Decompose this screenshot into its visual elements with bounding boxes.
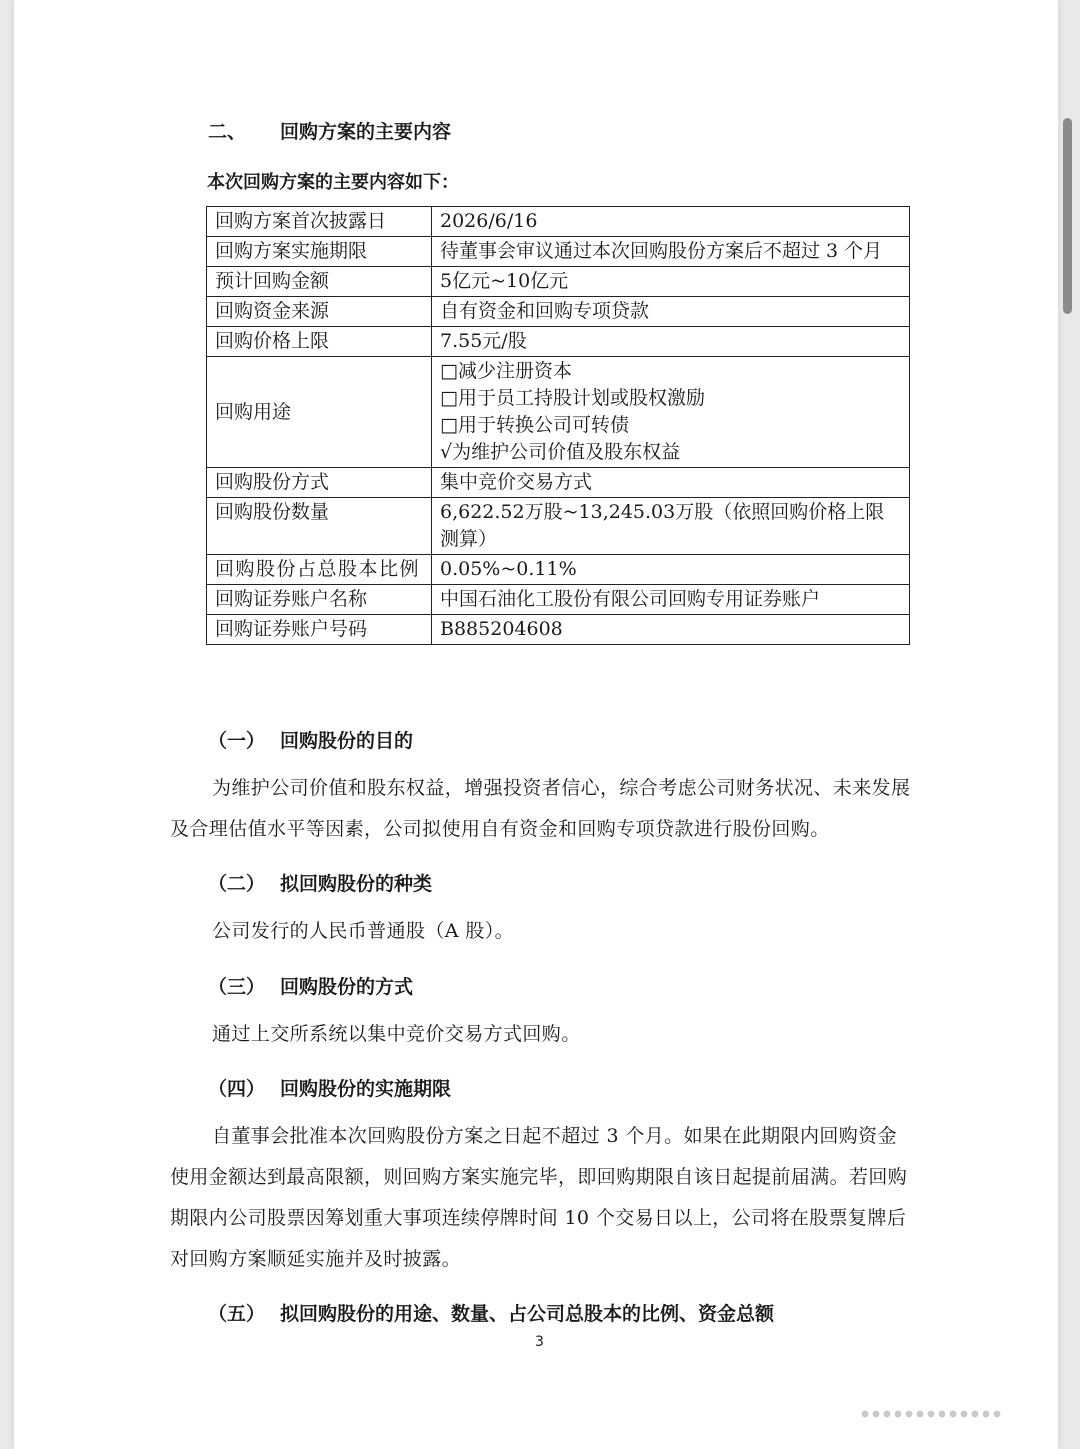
subsection-number: （二） [208, 873, 266, 895]
section-number: 二、 [208, 121, 247, 143]
paragraph: 公司发行的人民币普通股（A 股）。 [212, 920, 515, 942]
table-row [207, 585, 910, 615]
table-row [207, 555, 910, 585]
row-value: B885204608 [432, 615, 910, 645]
table-row [207, 207, 910, 237]
table-row [207, 615, 910, 645]
page-number: 3 [535, 1334, 544, 1350]
row-key: 回购方案首次披露日 [207, 207, 432, 237]
table-row [207, 468, 910, 498]
row-value: 自有资金和回购专项贷款 [432, 297, 910, 327]
row-key: 回购证券账户号码 [207, 615, 432, 645]
paragraph: 自董事会批准本次回购股份方案之日起不超过 3 个月。如果在此期限内回购资金使用金额达到最高限额，则回购方案实施完毕，即回购期限自该日起提前届满。若回购期限内公司股票因筹划重大事项连续停牌时间 10 个交易日以上，公司将在股票复牌后对回购方案顺延实施并及时披露。 [170, 1125, 908, 1270]
subsection-title: 回购股份的方式 [280, 976, 414, 998]
section-title: 回购方案的主要内容 [280, 121, 452, 143]
subsection-number: （三） [208, 976, 266, 998]
purpose-options [432, 357, 910, 468]
row-key: 预计回购金额 [207, 267, 432, 297]
row-value: 集中竞价交易方式 [432, 468, 910, 498]
row-key: 回购证券账户名称 [207, 585, 432, 615]
subsection-title: 拟回购股份的种类 [280, 873, 433, 895]
row-key: 回购股份方式 [207, 468, 432, 498]
subsection-title: 回购股份的实施期限 [280, 1078, 452, 1100]
row-value: 7.55元/股 [432, 327, 910, 357]
table-intro: 本次回购方案的主要内容如下： [207, 172, 459, 193]
table-row [207, 297, 910, 327]
subsection-number: （四） [208, 1078, 266, 1100]
purpose-option: □用于员工持股计划或股权激励 [440, 387, 705, 409]
subsection-number: （五） [208, 1303, 266, 1325]
table-row [207, 267, 910, 297]
row-key: 回购资金来源 [207, 297, 432, 327]
purpose-option: □用于转换公司可转债 [440, 414, 629, 436]
row-value: 6,622.52万股~13,245.03万股（依照回购价格上限测算） [432, 498, 910, 555]
row-value: 待董事会审议通过本次回购股份方案后不超过 3 个月 [432, 237, 910, 267]
paragraph: 为维护公司价值和股东权益，增强投资者信心，综合考虑公司财务状况、未来发展及合理估值水平等因素，公司拟使用自有资金和回购专项贷款进行股份回购。 [170, 777, 911, 840]
row-value: 5亿元~10亿元 [432, 267, 910, 297]
subsection-number: （一） [208, 730, 266, 752]
row-key: 回购方案实施期限 [207, 237, 432, 267]
row-value: 中国石油化工股份有限公司回购专用证券账户 [432, 585, 910, 615]
paragraph: 通过上交所系统以集中竞价交易方式回购。 [212, 1023, 581, 1045]
table-row [207, 327, 910, 357]
row-key: 回购价格上限 [207, 327, 432, 357]
subsection-title: 拟回购股份的用途、数量、占公司总股本的比例、资金总额 [280, 1303, 775, 1325]
row-key: 回购股份数量 [207, 498, 432, 555]
subsection-title: 回购股份的目的 [280, 730, 414, 752]
purpose-option: □减少注册资本 [440, 360, 572, 382]
row-key: 回购股份占总股本比例 [207, 555, 432, 585]
watermark-dots [860, 1404, 1020, 1424]
table-row [207, 357, 910, 468]
row-key: 回购用途 [207, 357, 432, 468]
vertical-scrollbar[interactable] [1063, 118, 1072, 314]
buyback-plan-table [206, 206, 910, 645]
row-value: 2026/6/16 [432, 207, 910, 237]
table-row [207, 498, 910, 555]
table-row [207, 237, 910, 267]
purpose-option-checked: √为维护公司价值及股东权益 [440, 441, 681, 463]
row-value: 0.05%~0.11% [432, 555, 910, 585]
